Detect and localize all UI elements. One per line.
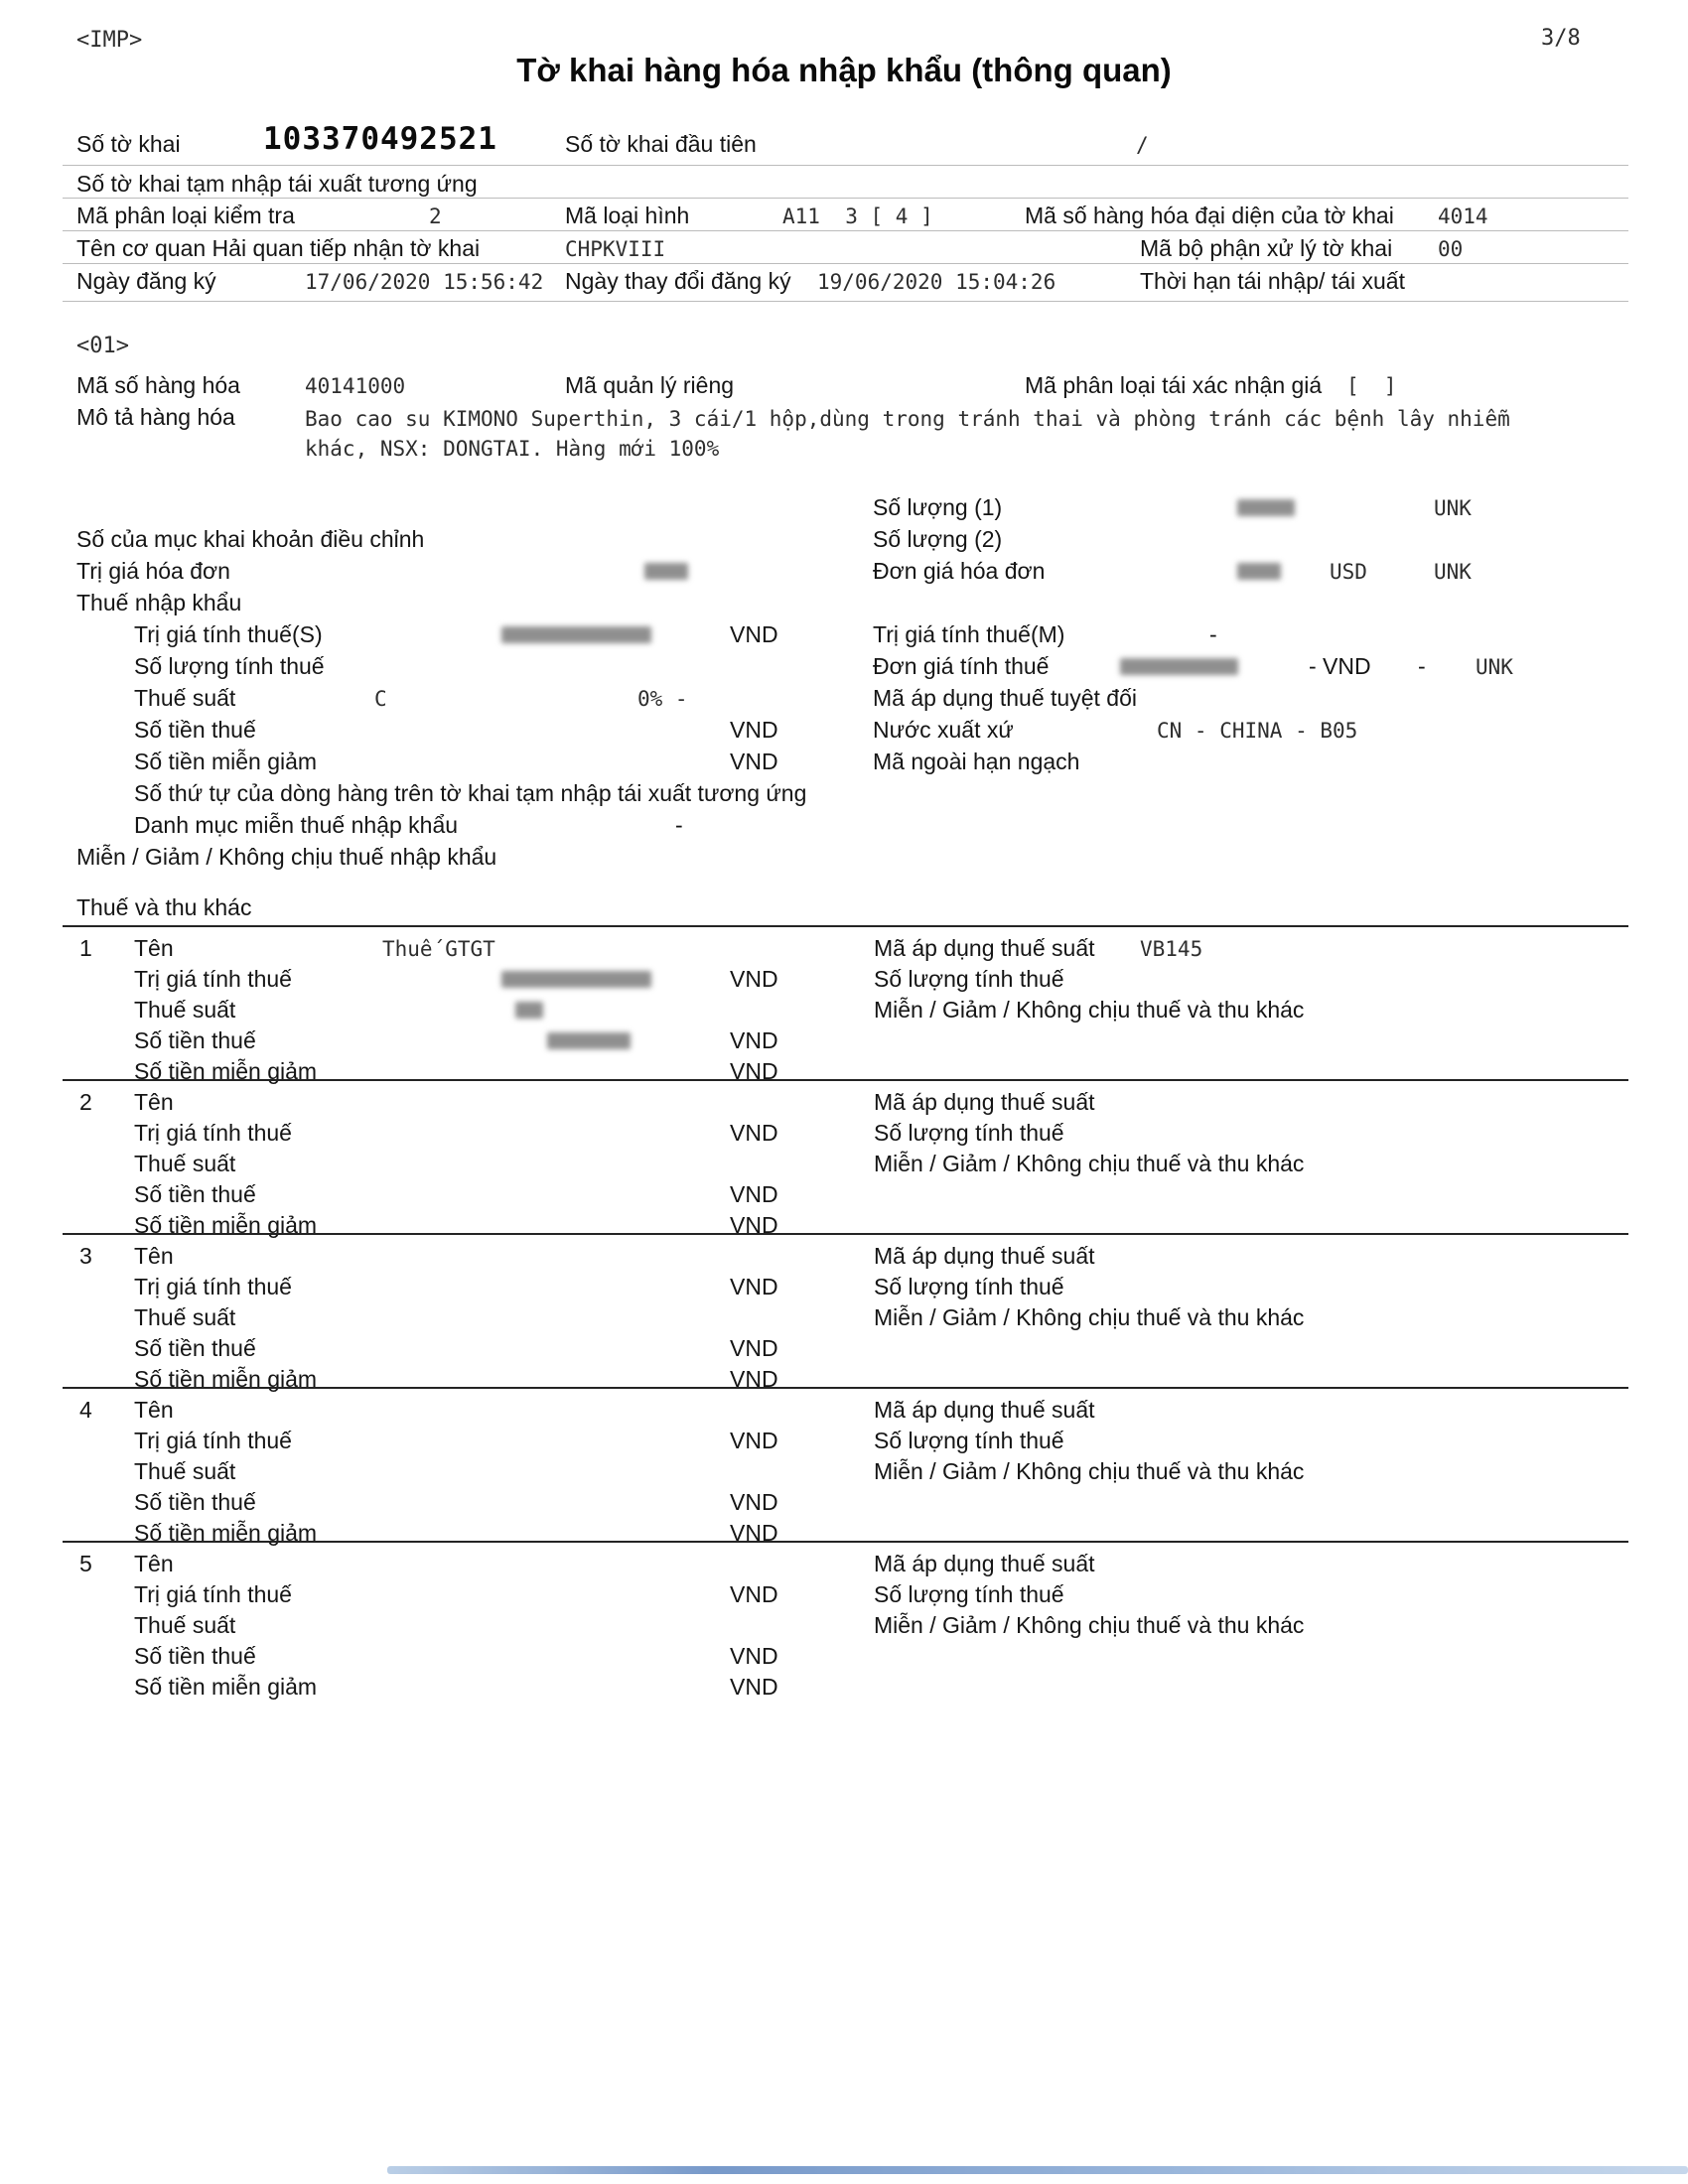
tax-exempt-label: Miễn / Giảm / Không chịu thuế và thu khác (874, 1304, 1305, 1330)
tax-rate-code-label: Mã áp dụng thuế suất (874, 1243, 1095, 1269)
tax-reduction-currency: VND (730, 1366, 778, 1392)
redacted-value (1237, 499, 1295, 516)
tax-rate-code-label: Mã áp dụng thuế suất (874, 1551, 1095, 1576)
ma-loai-hinh-label: Mã loại hình (565, 203, 690, 228)
tax-exempt-label: Miễn / Giảm / Không chịu thuế và thu khác (874, 1458, 1305, 1484)
tax-name-label: Tên (134, 1089, 174, 1115)
ten-co-quan-value: CHPKVIII (565, 237, 666, 261)
taxes-section-title: Thuế và thu khác (76, 894, 252, 920)
tax-amount-currency: VND (730, 1643, 778, 1669)
thue-suat-rate: 0% - (637, 687, 688, 711)
tax-reduction-currency: VND (730, 1212, 778, 1238)
document-title: Tờ khai hàng hóa nhập khẩu (thông quan) (516, 52, 1172, 88)
so-to-khai-value: 103370492521 (263, 121, 497, 157)
tax-exempt-label: Miễn / Giảm / Không chịu thuế và thu khác (874, 1151, 1305, 1176)
ma-so-hang-hoa-value: 40141000 (305, 374, 406, 398)
ngay-dang-ky-value: 17/06/2020 15:56:42 (305, 270, 544, 294)
ma-ngoai-han-ngach-label: Mã ngoài hạn ngạch (873, 749, 1080, 774)
divider-line (63, 198, 1628, 199)
don-gia-tinh-thue-dash: - (1418, 653, 1426, 679)
tax-base-label: Trị giá tính thuế (134, 1274, 292, 1299)
tax-reduction-label: Số tiền miễn giảm (134, 1366, 318, 1392)
tax-base-currency: VND (730, 1428, 778, 1453)
tax-block (63, 1541, 1628, 1700)
ten-co-quan-label: Tên cơ quan Hải quan tiếp nhận tờ khai (76, 235, 481, 261)
tax-base-currency: VND (730, 1581, 778, 1607)
tax-block (63, 925, 1628, 1084)
so-tien-thue-currency: VND (730, 717, 778, 743)
tax-reduction-label: Số tiền miễn giảm (134, 1212, 318, 1238)
don-gia-hoa-don-currency: USD (1330, 560, 1367, 584)
ma-bo-phan-label: Mã bộ phận xử lý tờ khai (1140, 235, 1393, 261)
tax-amount-label: Số tiền thuế (134, 1335, 256, 1361)
thue-nhap-khau-label: Thuế nhập khẩu (76, 590, 242, 615)
tax-name-label: Tên (134, 935, 174, 961)
don-gia-tinh-thue-unit: UNK (1476, 655, 1513, 679)
tax-rate-code-label: Mã áp dụng thuế suất (874, 935, 1095, 961)
ma-phan-loai-tai-xac-nhan-label: Mã phân loại tái xác nhận giá (1025, 372, 1323, 398)
redacted-value (501, 626, 651, 643)
mien-giam-khong-chiu-thue-label: Miễn / Giảm / Không chịu thuế nhập khẩu (76, 844, 497, 870)
tax-rate-label: Thuế suất (134, 1304, 236, 1330)
ma-loai-hinh-value: A11 3 [ 4 ] (782, 205, 933, 228)
tax-reduction-currency: VND (730, 1674, 778, 1700)
so-to-khai-tam-nhap-label: Số tờ khai tạm nhập tái xuất tương ứng (76, 171, 478, 197)
tri-gia-tinh-thue-m-label: Trị giá tính thuế(M) (873, 621, 1065, 647)
tax-name-label: Tên (134, 1243, 174, 1269)
divider-line (63, 230, 1628, 231)
ma-phan-loai-kiem-tra-label: Mã phân loại kiểm tra (76, 203, 295, 228)
tax-blocks-container (0, 925, 1628, 1700)
redacted-value (1237, 563, 1281, 580)
tax-qty-label: Số lượng tính thuế (874, 1428, 1064, 1453)
ma-ap-dung-thue-tuyet-doi-label: Mã áp dụng thuế tuyệt đối (873, 685, 1137, 711)
so-to-khai-dau-tien-value: / (1136, 133, 1149, 157)
nuoc-xuat-xu-label: Nước xuất xứ (873, 717, 1014, 743)
so-muc-khai-label: Số của mục khai khoản điều chỉnh (76, 526, 425, 552)
tax-amount-label: Số tiền thuế (134, 1643, 256, 1669)
so-luong-2-label: Số lượng (2) (873, 526, 1003, 552)
ngay-thay-doi-value: 19/06/2020 15:04:26 (817, 270, 1056, 294)
tax-rate-code-label: Mã áp dụng thuế suất (874, 1397, 1095, 1423)
tax-exempt-label: Miễn / Giảm / Không chịu thuế và thu khác (874, 1612, 1305, 1638)
tri-gia-hoa-don-label: Trị giá hóa đơn (76, 558, 230, 584)
so-tien-mien-giam-currency: VND (730, 749, 778, 774)
tax-base-label: Trị giá tính thuế (134, 1428, 292, 1453)
tax-qty-label: Số lượng tính thuế (874, 1581, 1064, 1607)
thoi-han-label: Thời hạn tái nhập/ tái xuất (1140, 268, 1405, 294)
don-gia-hoa-don-label: Đơn giá hóa đơn (873, 558, 1046, 584)
tax-rate-code-label: Mã áp dụng thuế suất (874, 1089, 1095, 1115)
mo-ta-hang-hoa-label: Mô tả hàng hóa (76, 404, 235, 430)
tax-name-value: Thuế GTGT (382, 937, 495, 961)
ma-phan-loai-kiem-tra-value: 2 (429, 205, 442, 228)
tax-reduction-currency: VND (730, 1520, 778, 1546)
so-luong-1-label: Số lượng (1) (873, 494, 1003, 520)
tax-base-label: Trị giá tính thuế (134, 1581, 292, 1607)
tax-amount-label: Số tiền thuế (134, 1489, 256, 1515)
thue-suat-label: Thuế suất (134, 685, 236, 711)
divider-line (63, 301, 1628, 302)
ngay-thay-doi-label: Ngày thay đổi đăng ký (565, 268, 791, 294)
scan-artifact-line (387, 2166, 1688, 2174)
tax-row-number: 4 (79, 1397, 92, 1423)
page-number: 3/8 (1541, 26, 1581, 51)
ma-quan-ly-rieng-label: Mã quản lý riêng (565, 372, 735, 398)
so-luong-tinh-thue-label: Số lượng tính thuế (134, 653, 325, 679)
don-gia-tinh-thue-suffix: - VND (1309, 653, 1371, 679)
thue-suat-code: C (374, 687, 387, 711)
tax-qty-label: Số lượng tính thuế (874, 1274, 1064, 1299)
ma-phan-loai-tai-xac-nhan-value: [ ] (1346, 374, 1397, 398)
so-luong-1-unit: UNK (1434, 496, 1472, 520)
redacted-value (547, 1032, 631, 1049)
tax-name-label: Tên (134, 1397, 174, 1423)
tax-reduction-label: Số tiền miễn giảm (134, 1674, 318, 1700)
redacted-value (501, 971, 651, 988)
section-01-marker: <01> (76, 334, 129, 358)
ngay-dang-ky-label: Ngày đăng ký (76, 268, 216, 294)
tax-base-currency: VND (730, 1120, 778, 1146)
tax-amount-label: Số tiền thuế (134, 1027, 256, 1053)
ma-so-dai-dien-value: 4014 (1438, 205, 1488, 228)
redacted-value (1120, 658, 1238, 675)
so-tien-thue-label: Số tiền thuế (134, 717, 256, 743)
ma-so-dai-dien-label: Mã số hàng hóa đại diện của tờ khai (1025, 203, 1394, 228)
tax-name-label: Tên (134, 1551, 174, 1576)
so-to-khai-dau-tien-label: Số tờ khai đầu tiên (565, 131, 757, 157)
tax-amount-currency: VND (730, 1181, 778, 1207)
tri-gia-tinh-thue-s-currency: VND (730, 621, 778, 647)
tax-base-currency: VND (730, 1274, 778, 1299)
so-tien-mien-giam-label: Số tiền miễn giảm (134, 749, 318, 774)
so-thu-tu-dong-hang-label: Số thứ tự của dòng hàng trên tờ khai tạm nhập tái xuất tương ứng (134, 780, 807, 806)
tax-row-number: 5 (79, 1551, 92, 1576)
tax-base-currency: VND (730, 966, 778, 992)
don-gia-tinh-thue-label: Đơn giá tính thuế (873, 653, 1050, 679)
so-to-khai-label: Số tờ khai (76, 131, 181, 157)
ma-bo-phan-value: 00 (1438, 237, 1464, 261)
tax-base-label: Trị giá tính thuế (134, 966, 292, 992)
tax-block (63, 1079, 1628, 1238)
tax-qty-label: Số lượng tính thuế (874, 1120, 1064, 1146)
mo-ta-hang-hoa-value: Bao cao su KIMONO Superthin, 3 cái/1 hộp,dùng trong tránh thai và phòng tránh các bệnh lây nhiễm khác, NSX: DONGTAI. Hàng mới 100% (305, 407, 1510, 461)
tax-rate-label: Thuế suất (134, 1612, 236, 1638)
tax-row-number: 3 (79, 1243, 92, 1269)
tax-exempt-label: Miễn / Giảm / Không chịu thuế và thu khác (874, 997, 1305, 1023)
tri-gia-tinh-thue-m-value: - (1209, 621, 1217, 647)
tax-reduction-label: Số tiền miễn giảm (134, 1058, 318, 1084)
nuoc-xuat-xu-value: CN - CHINA - B05 (1157, 719, 1358, 743)
tax-amount-currency: VND (730, 1489, 778, 1515)
danh-muc-mien-thue-value: - (675, 812, 683, 838)
redacted-value (644, 563, 688, 580)
tax-rate-label: Thuế suất (134, 1458, 236, 1484)
imp-marker: <IMP> (76, 28, 143, 53)
tax-row-number: 1 (79, 935, 92, 961)
danh-muc-mien-thue-label: Danh mục miễn thuế nhập khẩu (134, 812, 459, 838)
tax-block (63, 1233, 1628, 1392)
tax-amount-label: Số tiền thuế (134, 1181, 256, 1207)
don-gia-hoa-don-unit: UNK (1434, 560, 1472, 584)
tax-rate-label: Thuế suất (134, 997, 236, 1023)
tax-reduction-currency: VND (730, 1058, 778, 1084)
ma-so-hang-hoa-label: Mã số hàng hóa (76, 372, 240, 398)
tax-block (63, 1387, 1628, 1546)
tax-base-label: Trị giá tính thuế (134, 1120, 292, 1146)
tax-amount-currency: VND (730, 1335, 778, 1361)
tax-row-number: 2 (79, 1089, 92, 1115)
tax-amount-currency: VND (730, 1027, 778, 1053)
divider-line (63, 263, 1628, 264)
tax-qty-label: Số lượng tính thuế (874, 966, 1064, 992)
redacted-value (515, 1002, 543, 1019)
divider-line (63, 165, 1628, 166)
tax-rate-label: Thuế suất (134, 1151, 236, 1176)
tri-gia-tinh-thue-s-label: Trị giá tính thuế(S) (134, 621, 323, 647)
tax-reduction-label: Số tiền miễn giảm (134, 1520, 318, 1546)
tax-rate-code-value: VB145 (1140, 937, 1203, 961)
